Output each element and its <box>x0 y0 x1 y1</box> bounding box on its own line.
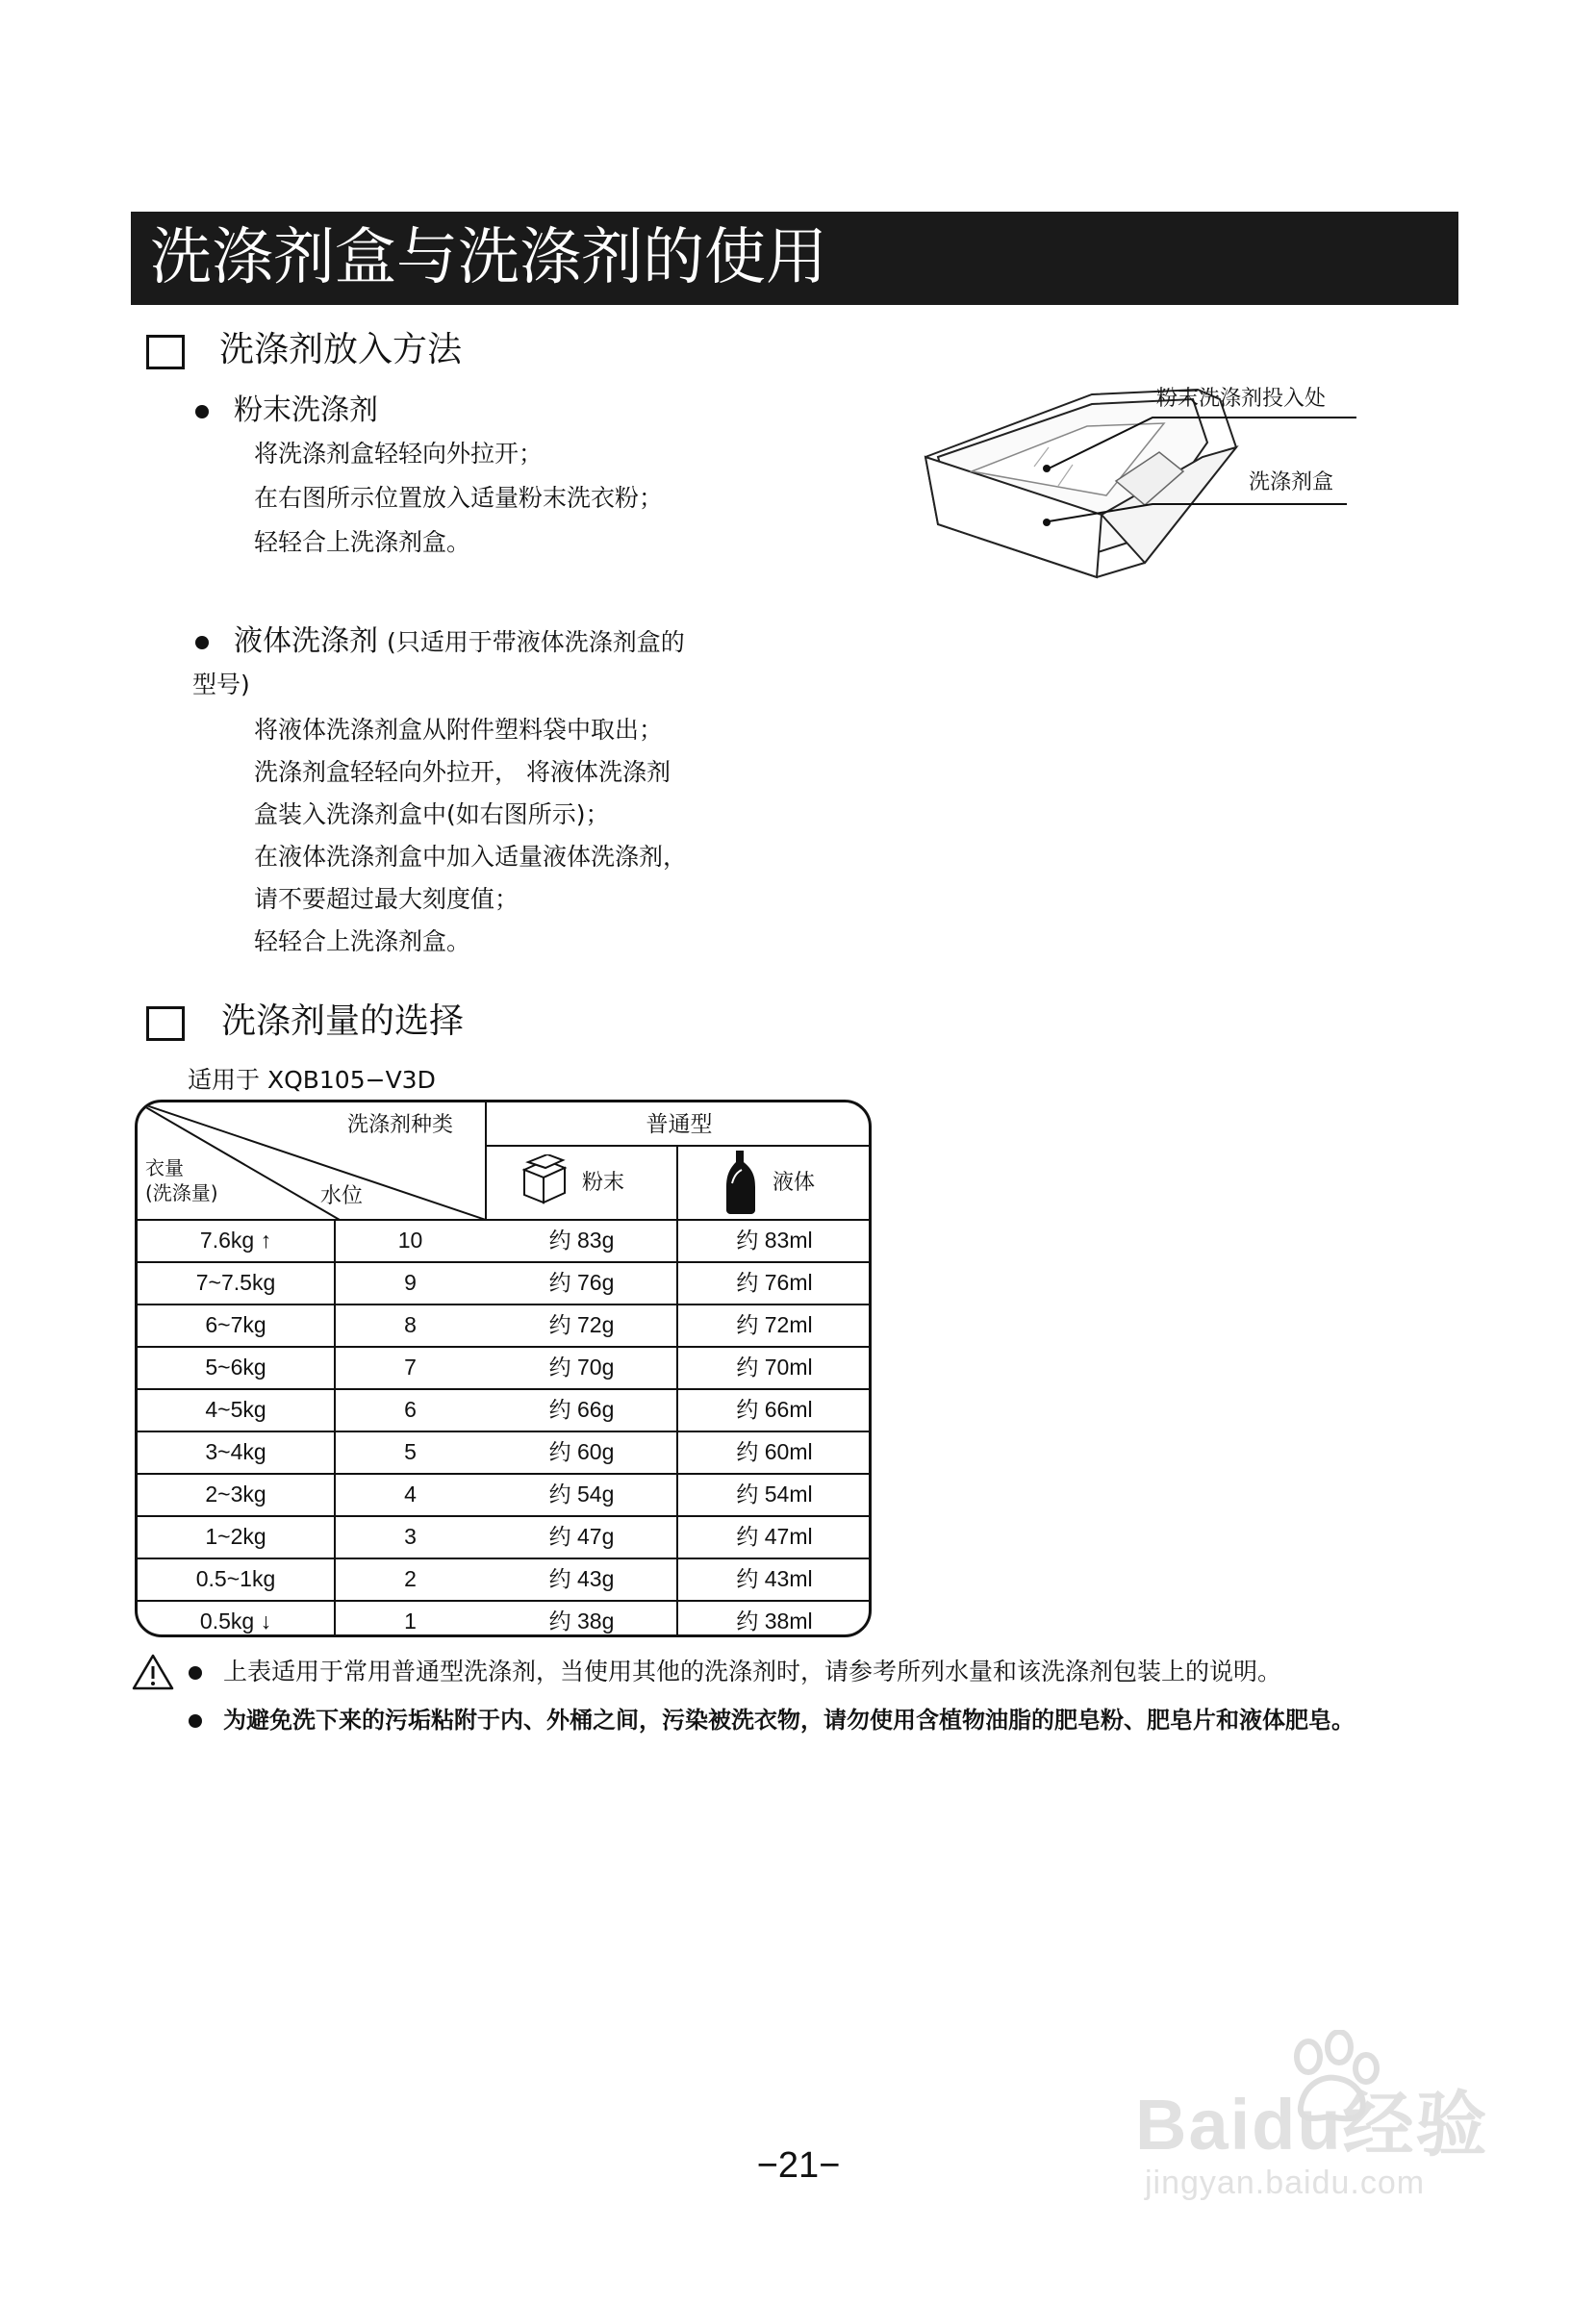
cell-powder: 约 83g <box>548 1228 615 1253</box>
cell-liquid: 约 70ml <box>736 1355 813 1380</box>
cell-powder: 约 60g <box>548 1439 615 1464</box>
cell-load: 4~5kg <box>205 1397 266 1422</box>
cell-load: 0.5~1kg <box>195 1566 276 1591</box>
header-load-1: 衣量 <box>145 1156 184 1179</box>
detergent-amount-table <box>135 1100 872 1637</box>
section-heading-method: 洗涤剂放入方法 <box>219 330 463 369</box>
cell-liquid: 约 47ml <box>736 1524 813 1549</box>
cell-liquid: 约 43ml <box>736 1566 813 1591</box>
powder-title: 粉末洗涤剂 <box>234 393 378 427</box>
cell-load: 3~4kg <box>205 1439 266 1464</box>
header-water-level: 水位 <box>320 1184 364 1208</box>
cell-level: 3 <box>404 1524 417 1549</box>
powder-line-2: 在右图所示位置放入适量粉末洗衣粉； <box>254 484 664 512</box>
cell-load: 2~3kg <box>205 1482 266 1507</box>
powder-box-icon <box>520 1154 569 1208</box>
cell-load: 0.5kg ↓ <box>199 1608 272 1634</box>
title-banner <box>131 212 1458 305</box>
section-heading-amount: 洗涤剂量的选择 <box>221 1001 465 1041</box>
liquid-title-note-cont: 型号) <box>192 671 250 698</box>
liquid-line-4: 在液体洗涤剂盒中加入适量液体洗涤剂， <box>254 843 688 871</box>
watermark-url: jingyan.baidu.com <box>1145 2165 1426 2201</box>
cell-liquid: 约 83ml <box>736 1228 813 1253</box>
powder-line-1: 将洗涤剂盒轻轻向外拉开； <box>254 440 544 468</box>
cell-level: 9 <box>404 1270 417 1295</box>
liquid-title-note: (只适用于带液体洗涤剂盒的 <box>387 628 685 656</box>
note-soap-warning: 为避免洗下来的污垢粘附于内、外桶之间，污染被洗衣物，请勿使用含植物油脂的肥皂粉、肥皂片和液体肥皂。 <box>223 1707 1355 1734</box>
cell-powder: 约 76g <box>548 1270 615 1295</box>
label-detergent-box: 洗涤剂盒 <box>1249 470 1334 494</box>
cell-level: 6 <box>404 1397 417 1422</box>
page-number: −21− <box>756 2145 841 2186</box>
header-detergent-type: 洗涤剂种类 <box>347 1113 454 1137</box>
bullet-powder <box>195 405 209 418</box>
cell-load: 1~2kg <box>205 1524 266 1549</box>
header-liquid: 液体 <box>773 1171 816 1195</box>
bullet-note-2 <box>189 1714 202 1728</box>
applies-to-model: 适用于 XQB105−V3D <box>188 1066 436 1094</box>
cell-liquid: 约 60ml <box>736 1439 813 1464</box>
cell-powder: 约 72g <box>548 1312 615 1337</box>
liquid-line-6: 轻轻合上洗涤剂盒。 <box>254 927 471 955</box>
cell-level: 10 <box>397 1228 423 1253</box>
liquid-line-5: 请不要超过最大刻度值； <box>254 885 519 913</box>
cell-powder: 约 66g <box>548 1397 615 1422</box>
cell-liquid: 约 66ml <box>736 1397 813 1422</box>
cell-liquid: 约 72ml <box>736 1312 813 1337</box>
cell-level: 2 <box>404 1566 417 1591</box>
cell-liquid: 约 76ml <box>736 1270 813 1295</box>
cell-level: 5 <box>404 1439 417 1464</box>
cell-liquid: 约 54ml <box>736 1482 813 1507</box>
bullet-note-1 <box>189 1666 202 1680</box>
label-powder-inlet: 粉末洗涤剂投入处 <box>1156 387 1327 411</box>
warning-icon <box>132 1653 174 1691</box>
baidu-watermark <box>1135 2068 1489 2202</box>
liquid-line-3: 盒装入洗涤剂盒中(如右图所示)； <box>254 800 610 828</box>
cell-level: 7 <box>404 1355 417 1380</box>
cell-powder: 约 70g <box>548 1355 615 1380</box>
cell-liquid: 约 38ml <box>736 1608 813 1634</box>
cell-load: 7~7.5kg <box>195 1270 276 1295</box>
section-checkbox-2 <box>146 1006 185 1041</box>
header-load-2: (洗涤量) <box>145 1181 218 1204</box>
cell-load: 7.6kg ↑ <box>199 1228 272 1253</box>
powder-line-3: 轻轻合上洗涤剂盒。 <box>254 528 471 556</box>
cell-powder: 约 54g <box>548 1482 615 1507</box>
liquid-title: 液体洗涤剂 <box>234 624 378 658</box>
header-normal-type: 普通型 <box>646 1111 713 1136</box>
note-general-detergent: 上表适用于常用普通型洗涤剂，当使用其他的洗涤剂时，请参考所列水量和该洗涤剂包装上的说明。 <box>223 1658 1282 1685</box>
bullet-liquid <box>195 636 209 649</box>
header-powder: 粉末 <box>582 1171 625 1195</box>
cell-powder: 约 43g <box>548 1566 615 1591</box>
section-checkbox-1 <box>146 335 185 369</box>
paw-icon <box>1279 2030 1385 2126</box>
liquid-line-1: 将液体洗涤剂盒从附件塑料袋中取出； <box>254 716 664 744</box>
liquid-line-2: 洗涤剂盒轻轻向外拉开， 将液体洗涤剂 <box>254 758 671 786</box>
page-title: 洗涤剂盒与洗涤剂的使用 <box>150 222 827 293</box>
watermark-brand: Baidu经验 <box>1135 2085 1489 2165</box>
cell-powder: 约 47g <box>548 1524 615 1549</box>
cell-level: 8 <box>404 1312 417 1337</box>
cell-level: 1 <box>404 1608 417 1634</box>
liquid-bottle-icon <box>724 1149 757 1214</box>
cell-powder: 约 38g <box>548 1608 615 1634</box>
cell-load: 6~7kg <box>205 1312 266 1337</box>
cell-load: 5~6kg <box>205 1355 266 1380</box>
cell-level: 4 <box>404 1482 417 1507</box>
